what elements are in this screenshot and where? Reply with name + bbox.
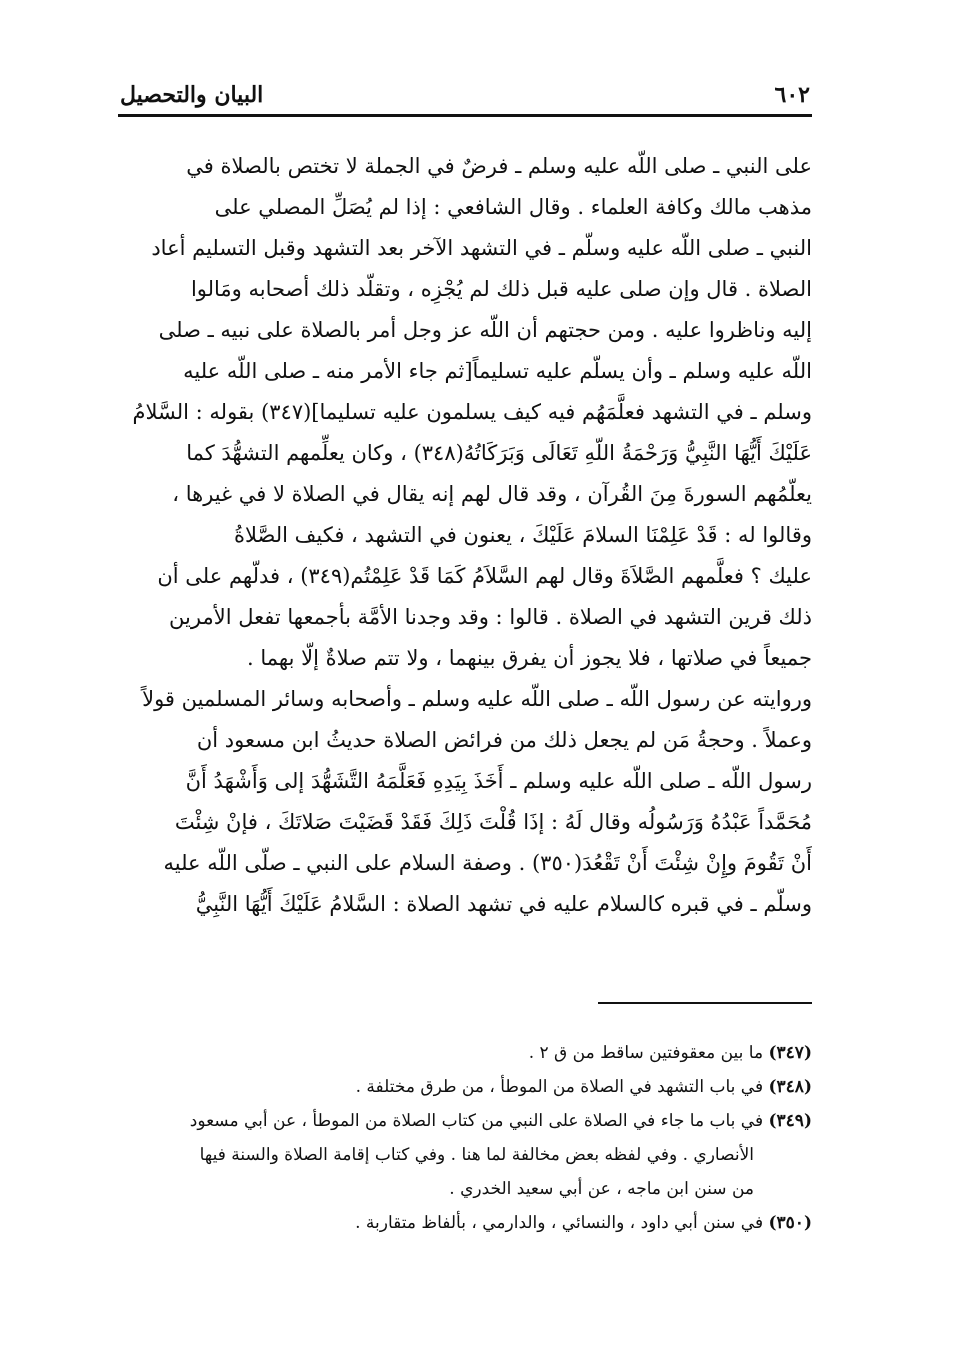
- text-line: اللّه عليه وسلم ـ وأن يسلّم عليه تسليماً[ثم جاء الأمر منه ـ صلى اللّه عليه: [183, 359, 812, 383]
- text-line: إليه وناظروا عليه . ومن حجتهم أن اللّه عز وجل أمر بالصلاة على نبيه ـ صلى: [158, 318, 812, 342]
- text-line: وقالوا له : قَدْ عَلِمْنَا السلامَ عَلَيْكَ ، يعنون في التشهد ، فكيف الصَّلاةُ: [234, 523, 812, 547]
- footnotes: [118, 1036, 812, 1240]
- footnote-text: في سنن أبي داود ، والنسائي ، والدارمي ، بألفاظ متقاربة .: [355, 1213, 764, 1233]
- text-line: على النبي ـ صلى اللّه عليه وسلم ـ فرضٌ في الجملة لا تختص بالصلاة في: [186, 154, 812, 178]
- text-line: ذلك قرين التشهد في الصلاة . قالوا : وقد وجدنا الأمَّة بأجمعها تفعل الأمرين: [169, 605, 812, 629]
- text-line: وروايته عن رسول اللّه ـ صلى اللّه عليه وسلم ـ وأصحابه وسائر المسلمين قولاً: [142, 687, 812, 711]
- text-line: أَنْ تَقُومَ وإِنْ شِئْتَ أَنْ تَقْعُدَ(٣٥٠) . وصفة السلام على النبي ـ صلّى اللّه عليه: [163, 851, 812, 875]
- page-number: ٦٠٢: [774, 82, 810, 108]
- text-line: عليك ؟ فعلَّمهم الصَّلاَةَ وقال لهم السَّلاَمُ كَمَا قَدْ عَلِمْتُم(٣٤٩) ، فدلّهم على أن: [157, 564, 812, 588]
- footnote: [118, 1070, 812, 1104]
- running-header: [120, 78, 810, 112]
- text-line: وسلم ـ في التشهد فعلَّمَهُم فيه كيف يسلمون عليه تسليما](٣٤٧) بقوله : السَّلامُ: [132, 400, 812, 424]
- text-line: مذهب مالك وكافة العلماء . وقال الشافعي : إذا لم يُصَلِّ المصلي على: [214, 195, 812, 219]
- footnote-continuation: الأنصاري . وفي لفظه بعض مخالفة لما هنا . وفي كتاب إقامة الصلاة والسنة فيها: [199, 1145, 754, 1165]
- text-line: يعلّمُهم السورةَ مِنَ القُرآن ، وقد قال لهم إنه يقال في الصلاة لا في غيرها ،: [172, 482, 812, 506]
- footnote-text: في باب التشهد في الصلاة من الموطأ ، من طرق مختلفة .: [355, 1077, 764, 1097]
- footnote-number: (٣٥٠): [768, 1213, 812, 1233]
- text-line: وعملاً . وحجةُ مَن لم يجعل ذلك من فرائض الصلاة حديثُ ابن مسعود أن: [196, 728, 812, 752]
- text-line: رسول اللّه ـ صلى اللّه عليه وسلم ـ أَخَذَ بِيَدِهِ فَعَلَّمَهُ التَّشَهُّدَ إلى وَأَشْهَدُ أَنَّ: [185, 769, 812, 793]
- footnote: [118, 1206, 812, 1240]
- text-line: الصلاة . قال وإن صلى عليه قبل ذلك لم يُجْزِه ، وتقلّد ذلك أصحابه ومَالوا: [190, 277, 812, 301]
- text-line: وسلّم ـ في قبره كالسلام عليه في تشهد الصلاة : السَّلامُ عَلَيْكَ أَيُّهَا النَّبِيُّ: [195, 892, 812, 916]
- footnote-continuation: من سنن ابن ماجه ، عن أبي سعيد الخدري .: [449, 1179, 754, 1199]
- text-line: مُحَمَّداً عَبْدُهُ وَرَسُولُه وقال لَهُ : إذَا قُلْتَ ذَلِكَ فَقَدْ قَضَيْتَ صَلاتَكَ ، فإنْ شِئْتَ: [174, 810, 812, 834]
- text-line: النبي ـ صلى اللّه عليه وسلّم ـ في التشهد الآخر بعد التشهد وقبل التسليم أعاد: [151, 236, 812, 260]
- footnote: [118, 1036, 812, 1070]
- text-line: جميعاً في صلاتها ، فلا يجوز أن يفرق بينهما ، ولا تتم صلاةٌ إلّا بهما .: [247, 646, 812, 670]
- footnote-text: في باب ما جاء في الصلاة على النبي من كتاب الصلاة من الموطأ ، عن أبي مسعود: [189, 1111, 764, 1131]
- footnote-number: (٣٤٩): [768, 1111, 812, 1131]
- footnote-text: ما بين معقوفتين ساقط من ق ٢ .: [528, 1043, 764, 1063]
- footnote-number: (٣٤٧): [768, 1043, 812, 1063]
- footnote-number: (٣٤٨): [768, 1077, 812, 1097]
- main-text: [118, 146, 812, 925]
- footnote-rule: [598, 1002, 812, 1004]
- header-rule: [118, 114, 812, 117]
- book-title: البيان والتحصيل: [120, 82, 264, 108]
- text-line: عَلَيْكَ أَيُّهَا النَّبِيُّ وَرَحْمَةُ اللّهِ تَعَالَى وَبَرَكَاتُهُ(٣٤٨) ، وكان يعلِّمهم التشهُّدَ كما: [186, 441, 812, 465]
- footnote: [118, 1104, 812, 1138]
